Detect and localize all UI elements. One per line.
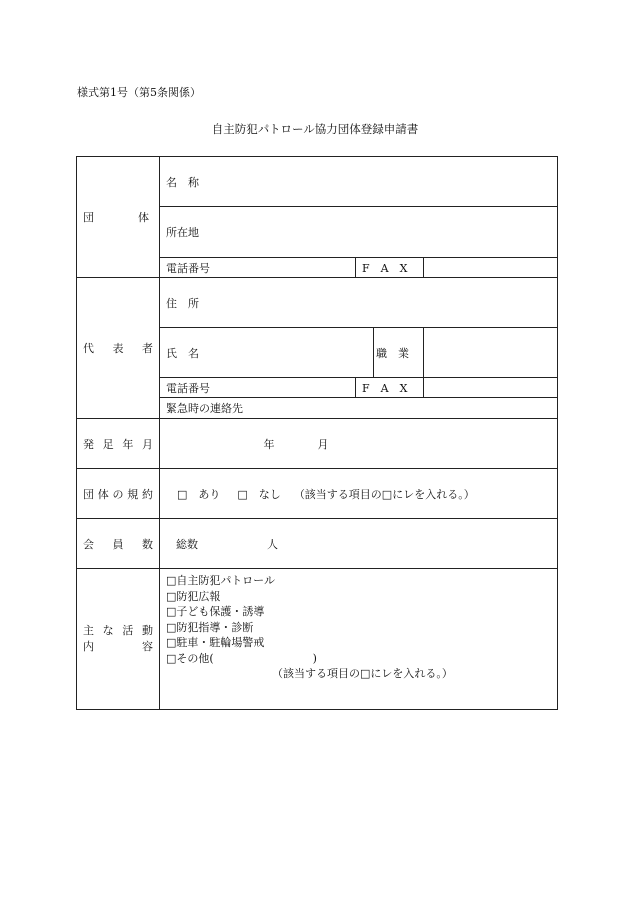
group-fax-label-cell [356, 258, 424, 278]
activities-char-5: 内 [83, 640, 94, 653]
activity-checkbox-guidance[interactable]: □防犯指導・診断 [166, 620, 254, 634]
rep-address-field[interactable] [160, 278, 558, 328]
group-fax-field[interactable] [424, 258, 558, 278]
group-label-char-2: 体 [138, 211, 149, 224]
activity-checkbox-patrol[interactable]: □自主防犯パトロール [166, 574, 275, 587]
activity-checkbox-publicity[interactable]: □防犯広報 [166, 589, 221, 603]
established-char-1: 発 [83, 437, 94, 451]
rules-label-cell [77, 469, 160, 519]
rep-label-cell [77, 278, 160, 419]
rep-address-label: 住 所 [166, 296, 199, 310]
members-row [77, 519, 558, 569]
rep-label-char-2: 表 [112, 342, 124, 355]
members-char-2: 員 [112, 537, 124, 551]
rep-name-label: 氏 名 [166, 346, 199, 360]
rep-phone-field[interactable] [160, 378, 356, 398]
rules-note: （該当する項目の□にレを入れる。） [293, 487, 475, 501]
group-address-label: 所在地 [166, 226, 199, 239]
rules-char-1: 団 [83, 487, 94, 501]
activity-checkbox-other[interactable]: □その他( ) [166, 651, 317, 665]
rep-label-char-3: 者 [142, 342, 153, 355]
rep-fax-field[interactable] [424, 378, 558, 398]
activities-note: （該当する項目の□にレを入れる。） [272, 667, 453, 680]
rules-row [77, 469, 558, 519]
rules-char-3: の [112, 487, 124, 501]
group-label-char-1: 団 [83, 211, 94, 224]
members-char-3: 数 [142, 537, 153, 551]
activities-char-1: 主 [83, 624, 94, 637]
rep-fax-label-cell [356, 378, 424, 398]
members-total-label: 総数 [176, 537, 198, 551]
members-label-cell [77, 519, 160, 569]
rep-phone-label: 電話番号 [166, 381, 210, 395]
rules-yes-checkbox[interactable]: □ あり [177, 487, 221, 501]
established-year-label: 年 [263, 437, 275, 451]
members-field[interactable] [160, 519, 558, 569]
rules-field [160, 469, 558, 519]
activities-char-2: な [102, 624, 114, 637]
established-field[interactable] [160, 419, 558, 469]
rep-name-field[interactable] [160, 328, 374, 378]
established-char-3: 年 [122, 437, 134, 451]
members-unit-label: 人 [267, 537, 278, 551]
established-month-label: 月 [317, 437, 329, 451]
rep-occupation-label: 職 業 [376, 346, 409, 360]
rep-emergency-label: 緊急時の連絡先 [166, 402, 243, 415]
group-name-field[interactable] [160, 157, 558, 207]
rep-occupation-label-cell [374, 328, 424, 378]
activities-label-cell [77, 569, 160, 710]
rep-occupation-field[interactable] [424, 328, 558, 378]
rules-char-2: 体 [97, 487, 109, 501]
established-label-cell [77, 419, 160, 469]
established-char-4: 月 [141, 437, 153, 451]
rules-char-5: 約 [142, 487, 153, 501]
activities-char-6: 容 [142, 640, 153, 653]
group-name-row [77, 157, 558, 207]
established-char-2: 足 [102, 437, 114, 451]
group-phone-label: 電話番号 [166, 261, 210, 275]
activities-char-4: 動 [141, 624, 153, 637]
rules-char-4: 規 [127, 487, 139, 501]
rep-address-row [77, 278, 558, 328]
activities-char-3: 活 [122, 624, 134, 637]
rep-emergency-field[interactable] [160, 398, 558, 419]
activity-checkbox-child-protection[interactable]: □子ども保護・誘導 [166, 605, 265, 618]
activities-field [160, 569, 558, 710]
group-phone-field[interactable] [160, 258, 356, 278]
rules-no-checkbox[interactable]: □ なし [237, 487, 281, 501]
established-row [77, 419, 558, 469]
rep-label-char-1: 代 [83, 342, 94, 355]
rep-fax-label: F A X [362, 381, 408, 395]
group-fax-label: F A X [362, 261, 408, 275]
application-form-table [76, 156, 558, 710]
group-label-cell [77, 157, 160, 278]
group-address-field[interactable] [160, 207, 558, 258]
activities-row [77, 569, 558, 710]
form-title: 自主防犯パトロール協力団体登録申請書 [211, 122, 419, 136]
form-number: 様式第1号（第5条関係） [77, 86, 201, 99]
activity-checkbox-parking-watch[interactable]: □駐車・駐輪場警戒 [166, 636, 265, 649]
group-name-label: 名 称 [166, 175, 199, 189]
members-char-1: 会 [83, 537, 94, 551]
